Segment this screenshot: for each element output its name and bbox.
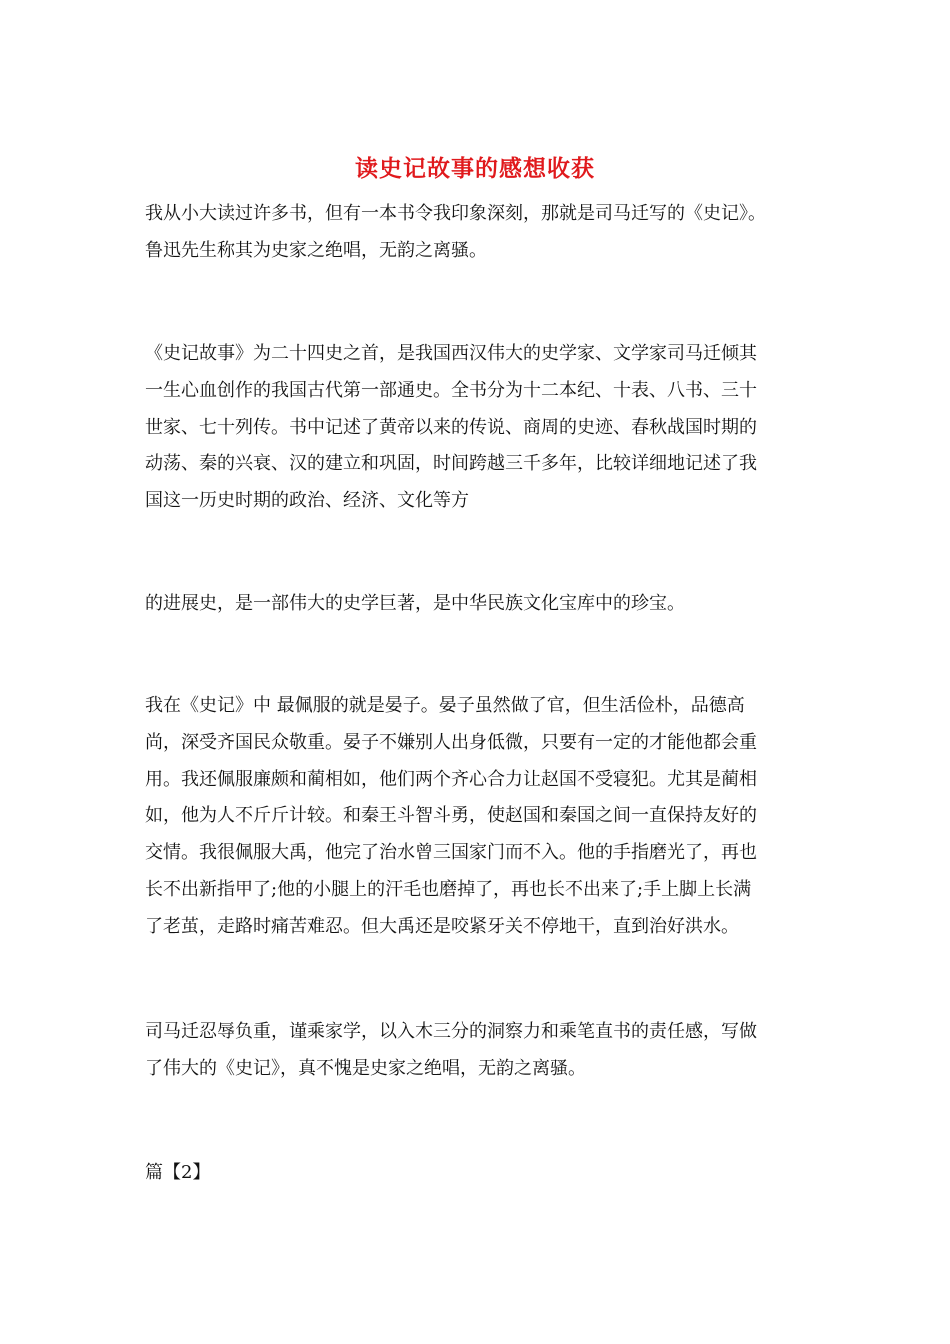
text-line: 我从小大读过许多书，但有一本书令我印象深刻，那就是司马迁写的《史记》。	[145, 203, 766, 224]
text-line: 交情。我很佩服大禹，他完了治水曾三国家门而不入。他的手指磨光了，再也	[145, 842, 757, 864]
text-line: 鲁迅先生称其为史家之绝唱，无韵之离骚。	[145, 239, 487, 261]
text-line: 的进展史，是一部伟大的史学巨著，是中华民族文化宝库中的珍宝。	[145, 593, 685, 614]
text-line: 世家、七十列传。书中记述了黄帝以来的传说、商周的史迹、春秋战国时期的	[145, 416, 757, 438]
paragraph-development	[145, 586, 810, 623]
text-line: 了老茧，走路时痛苦难忍。但大禹还是咬紧牙关不停地干，直到治好洪水。	[145, 915, 739, 937]
paragraph-overview	[145, 336, 810, 520]
section-heading-part-2	[145, 1155, 810, 1192]
text-line: 一生心血创作的我国古代第一部通史。全书分为十二本纪、十表、八书、三十	[145, 379, 757, 401]
document-title: 读史记故事的感想收获	[355, 156, 595, 182]
text-line: 如，他为人不斤斤计较。和秦王斗智斗勇，使赵国和秦国之间一直保持友好的	[145, 805, 757, 827]
paragraph-conclusion	[145, 1014, 810, 1088]
text-line: 我在《史记》中 最佩服的就是晏子。晏子虽然做了官，但生活俭朴，品德高	[145, 695, 745, 716]
text-line: 长不出新指甲了;他的小腿上的汗毛也磨掉了，再也长不出来了;手上脚上长满	[145, 878, 752, 900]
text-line: 动荡、秦的兴衰、汉的建立和巩固，时间跨越三千多年，比较详细地记述了我	[145, 453, 757, 475]
text-line: 尚，深受齐国民众敬重。晏子不嫌别人出身低微，只要有一定的才能他都会重	[145, 731, 757, 753]
text-line: 篇【2】	[145, 1162, 211, 1183]
text-line: 了伟大的《史记》，真不愧是史家之绝唱，无韵之离骚。	[145, 1057, 586, 1079]
text-line: 用。我还佩服廉颇和蔺相如，他们两个齐心合力让赵国不受寝犯。尤其是蔺相	[145, 768, 757, 790]
text-line: 《史记故事》为二十四史之首，是我国西汉伟大的史学家、文学家司马迁倾其	[145, 343, 757, 364]
paragraph-admired-figures	[145, 688, 810, 946]
paragraph-intro	[145, 196, 810, 270]
text-line: 国这一历史时期的政治、经济、文化等方	[145, 490, 469, 512]
text-line: 司马迁忍辱负重，谨乘家学，以入木三分的洞察力和乘笔直书的责任感，写做	[145, 1021, 757, 1042]
